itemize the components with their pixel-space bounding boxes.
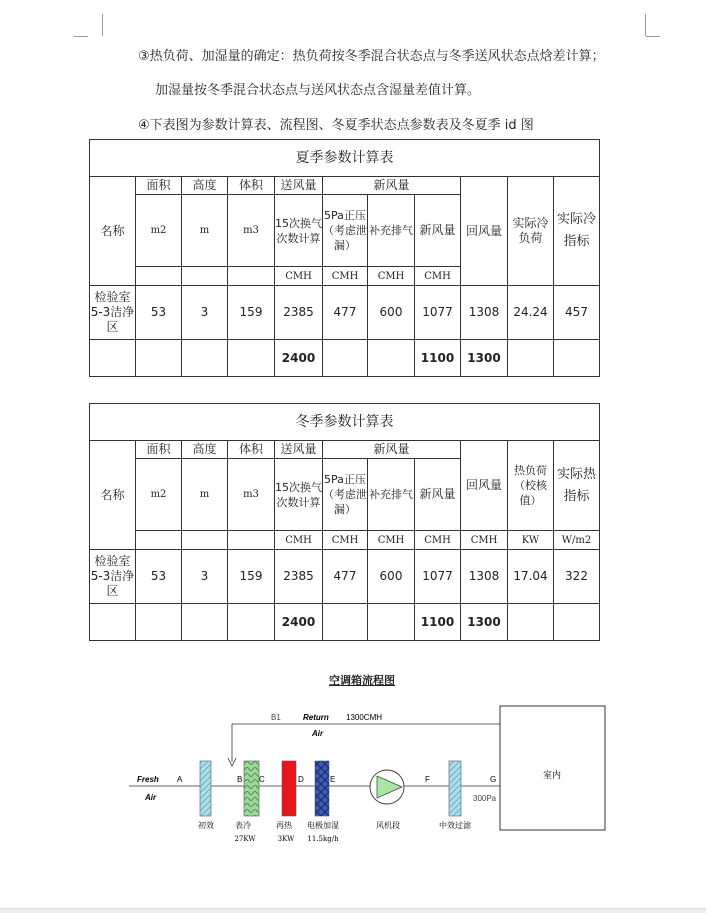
sub-fresh: 新风量 (415, 195, 461, 267)
return-air-label: Air (312, 729, 324, 738)
row-height: 3 (182, 550, 228, 604)
row-area: 53 (136, 286, 182, 340)
row-exhaust: 600 (368, 286, 415, 340)
paragraph-3-line-1: ③热负荷、加湿量的确定：热负荷按冬季混合状态点与冬季送风状态点焓差计算； (138, 49, 605, 64)
header-area: 面积 (136, 441, 182, 459)
unit-fresh: CMH (415, 531, 461, 550)
point-b1: B1 (271, 713, 281, 722)
summer-parameter-table (89, 139, 600, 377)
header-load: 实际冷负荷 (508, 177, 554, 286)
header-fresh: 新风量 (323, 441, 461, 459)
return-flow: 1300CMH (346, 713, 383, 722)
row-index: 322 (554, 550, 600, 604)
row-area: 53 (136, 550, 182, 604)
header-index: 实际冷指标 (554, 177, 600, 286)
prefilter-hatch (200, 761, 211, 816)
room-label: 室内 (542, 770, 562, 780)
header-name: 名称 (90, 177, 136, 286)
unit-supply: CMH (275, 531, 323, 550)
point-d: D (298, 775, 304, 784)
air-handler-flow-diagram (125, 700, 610, 850)
unit-pressure: CMH (323, 267, 368, 286)
label-prefilter: 初效 (198, 821, 214, 830)
value-reheat: 3KW (277, 835, 295, 843)
total-supply: 2400 (275, 340, 323, 377)
header-fresh: 新风量 (323, 177, 461, 195)
cooling-coil-pattern (244, 761, 259, 816)
room-box (500, 706, 605, 830)
sub-supply: 15次换气次数计算 (275, 459, 323, 531)
unit-return: CMH (461, 531, 508, 550)
point-g: G (490, 775, 497, 784)
sub-exhaust: 补充排气 (368, 459, 415, 531)
label-fan: 风机段 (376, 821, 400, 830)
total-fresh: 1100 (415, 340, 461, 377)
total-return: 1300 (461, 340, 508, 377)
row-load: 17.04 (508, 550, 554, 604)
row-supply: 2385 (275, 286, 323, 340)
pressure-label: 300Pa (473, 794, 497, 803)
mid-filter-hatch (449, 761, 461, 816)
point-e: E (330, 775, 336, 784)
label-humidifier: 电极加湿 (307, 821, 339, 830)
unit-exhaust: CMH (368, 531, 415, 550)
row-height: 3 (182, 286, 228, 340)
sub-exhaust: 补充排气 (368, 195, 415, 267)
header-height: 高度 (182, 441, 228, 459)
value-cooling: 27KW (234, 835, 256, 843)
point-b: B (237, 775, 243, 784)
header-return: 回风量 (461, 177, 508, 286)
header-volume: 体积 (228, 441, 275, 459)
row-fresh: 1077 (415, 550, 461, 604)
value-humidifier: 11.5kg/h (307, 835, 339, 843)
row-name: 检验室5-3洁净区 (90, 550, 136, 604)
unit-index: W/m2 (554, 531, 600, 550)
unit-area: m2 (136, 459, 182, 531)
row-pressure: 477 (323, 286, 368, 340)
reheat-block (282, 761, 296, 816)
total-return: 1300 (461, 604, 508, 641)
paragraph-3-line-2: 加湿量按冬季混合状态点与送风状态点含湿量差值计算。 (155, 83, 481, 98)
paragraph-4: ④下表图为参数计算表、流程图、冬夏季状态点参数表及冬夏季 id 图 (138, 118, 534, 133)
row-volume: 159 (228, 286, 275, 340)
row-volume: 159 (228, 550, 275, 604)
point-c: C (259, 775, 265, 784)
unit-volume: m3 (228, 195, 275, 267)
crop-mark (645, 14, 660, 36)
winter-parameter-table (89, 403, 600, 641)
label-cooling: 表冷 (235, 821, 251, 830)
table-title: 冬季参数计算表 (90, 404, 600, 441)
row-supply: 2385 (275, 550, 323, 604)
row-return: 1308 (461, 286, 508, 340)
row-pressure: 477 (323, 550, 368, 604)
label-mid-filter: 中效过滤 (439, 821, 471, 830)
row-index: 457 (554, 286, 600, 340)
unit-load: KW (508, 531, 554, 550)
sub-fresh: 新风量 (415, 459, 461, 531)
header-index: 实际热指标 (554, 441, 600, 531)
fresh-label: Fresh (137, 775, 159, 784)
header-name: 名称 (90, 441, 136, 550)
unit-height: m (182, 195, 228, 267)
unit-exhaust: CMH (368, 267, 415, 286)
point-f: F (425, 775, 430, 784)
header-area: 面积 (136, 177, 182, 195)
header-supply: 送风量 (275, 441, 323, 459)
crop-mark (88, 14, 103, 36)
unit-fresh: CMH (415, 267, 461, 286)
sub-pressure: 5Pa正压（考虑泄漏） (323, 459, 368, 531)
header-return: 回风量 (461, 441, 508, 531)
label-reheat: 再热 (276, 821, 292, 830)
sub-supply: 15次换气次数计算 (275, 195, 323, 267)
row-return: 1308 (461, 550, 508, 604)
page-bottom-edge (0, 908, 706, 913)
crop-mark (74, 36, 88, 37)
row-name: 检验室5-3洁净区 (90, 286, 136, 340)
crop-mark (646, 36, 660, 37)
unit-area: m2 (136, 195, 182, 267)
humidifier-pattern (315, 761, 329, 816)
point-a: A (177, 775, 183, 784)
total-supply: 2400 (275, 604, 323, 641)
sub-pressure: 5Pa正压（考虑泄漏） (323, 195, 368, 267)
total-fresh: 1100 (415, 604, 461, 641)
unit-pressure: CMH (323, 531, 368, 550)
table-title: 夏季参数计算表 (90, 140, 600, 177)
unit-supply: CMH (275, 267, 323, 286)
row-load: 24.24 (508, 286, 554, 340)
header-load: 热负荷（校核值） (508, 441, 554, 531)
header-volume: 体积 (228, 177, 275, 195)
header-supply: 送风量 (275, 177, 323, 195)
header-height: 高度 (182, 177, 228, 195)
row-fresh: 1077 (415, 286, 461, 340)
unit-volume: m3 (228, 459, 275, 531)
return-label: Return (303, 713, 329, 722)
row-exhaust: 600 (368, 550, 415, 604)
unit-height: m (182, 459, 228, 531)
fresh-air-label: Air (145, 793, 157, 802)
flow-diagram-title: 空调箱流程图 (329, 674, 395, 687)
